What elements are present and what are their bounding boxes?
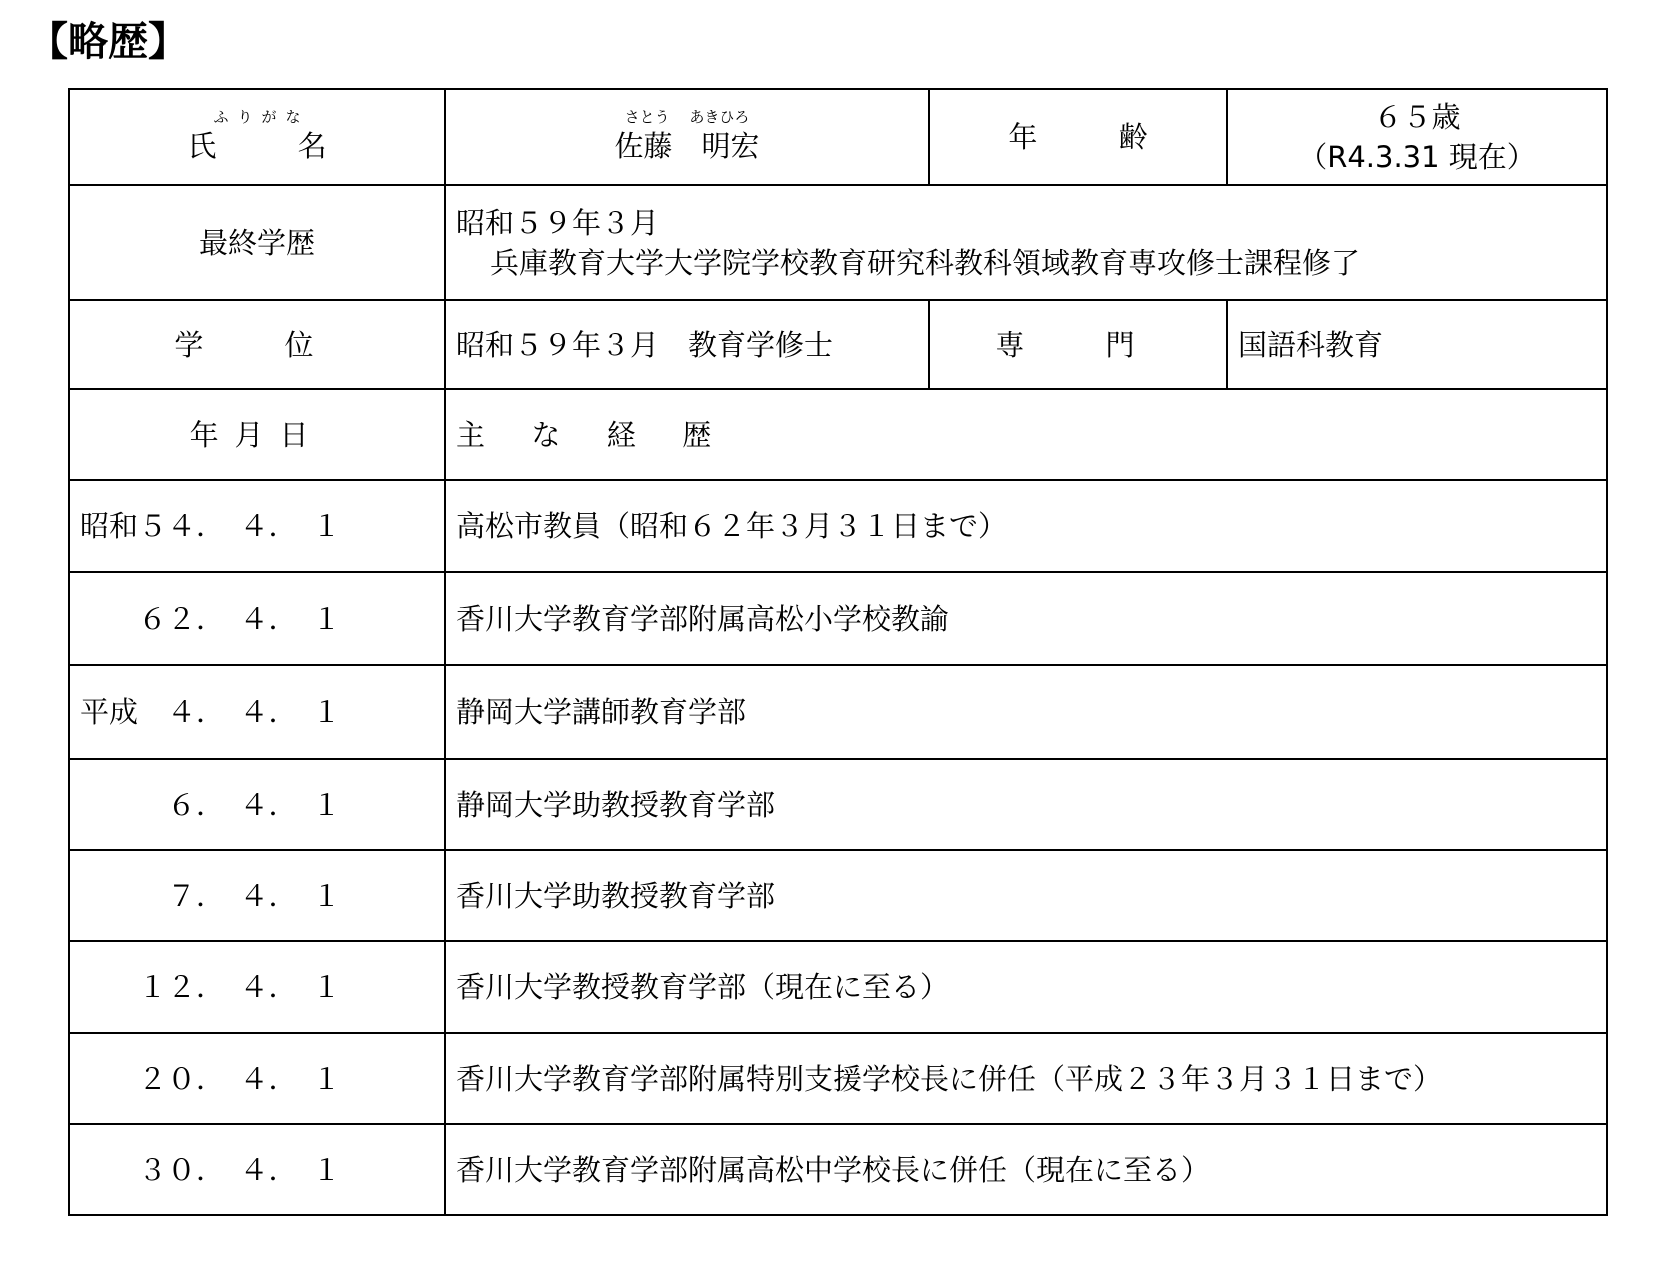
person-name-cell [445,89,929,185]
education-date: 昭和５９年３月 [456,205,660,240]
specialty-label-cell [929,300,1227,389]
history-date-header-cell [69,389,445,480]
age-value: ６５歳 [1373,100,1461,134]
history-row [69,665,1607,759]
history-date: ２０． ４． １ [69,1033,445,1124]
history-row [69,480,1607,572]
history-row [69,1033,1607,1124]
history-date: １２． ４． １ [69,941,445,1033]
age-label: 年 齢 [1008,120,1174,154]
history-career-header-cell [445,389,1607,480]
history-date-header: 年月日 [189,417,325,452]
specialty-value-cell [1227,300,1607,389]
history-date: ６． ４． １ [69,759,445,850]
history-date: ３０． ４． １ [69,1124,445,1215]
degree-value-cell [445,300,929,389]
degree-label-cell [69,300,445,389]
history-row [69,759,1607,850]
document-title: 【略歴】 [28,19,188,65]
name-label-furigana: ふりがな [213,108,310,126]
education-value-cell [445,185,1607,300]
history-text: 高松市教員（昭和６２年３月３１日まで） [445,480,1607,572]
degree-row [69,300,1607,389]
history-date: ７． ４． １ [69,850,445,941]
history-row [69,1124,1607,1215]
history-date: 平成 ４． ４． １ [69,665,445,759]
age-label-cell [929,89,1227,185]
specialty-value: 国語科教育 [1238,327,1384,362]
history-header-row [69,389,1607,480]
age-as-of: （R4.3.31 現在） [1298,140,1536,174]
history-date: ６２． ４． １ [69,572,445,665]
history-text: 香川大学助教授教育学部 [445,850,1607,941]
history-text: 香川大学教育学部附属高松中学校長に併任（現在に至る） [445,1124,1607,1215]
education-label-cell [69,185,445,300]
name-label-cell [69,89,445,185]
degree-value: 昭和５９年３月 教育学修士 [456,327,834,362]
education-row [69,185,1607,300]
history-text: 静岡大学講師教育学部 [445,665,1607,759]
history-text: 香川大学教授教育学部（現在に至る） [445,941,1607,1033]
history-row [69,572,1607,665]
name-label: 氏 名 [187,129,353,163]
history-career-header: 主な経歴 [456,417,758,452]
education-detail: 兵庫教育大学大学院学校教育研究科教科領域教育専攻修士課程修了 [490,245,1361,280]
history-row [69,850,1607,941]
history-text: 香川大学教育学部附属特別支援学校長に併任（平成２３年３月３１日まで） [445,1033,1607,1124]
specialty-label: 専 門 [995,327,1161,362]
history-text: 香川大学教育学部附属高松小学校教諭 [445,572,1607,665]
history-row [69,941,1607,1033]
history-date: 昭和５４． ４． １ [69,480,445,572]
person-name: 佐藤 明宏 [614,129,760,163]
resume-table [68,88,1608,1216]
age-value-cell [1227,89,1607,185]
education-label: 最終学歴 [198,225,315,260]
degree-label: 学 位 [174,327,340,362]
name-row [69,89,1607,185]
history-text: 静岡大学助教授教育学部 [445,759,1607,850]
person-name-furigana: さとう あきひろ [624,108,750,126]
